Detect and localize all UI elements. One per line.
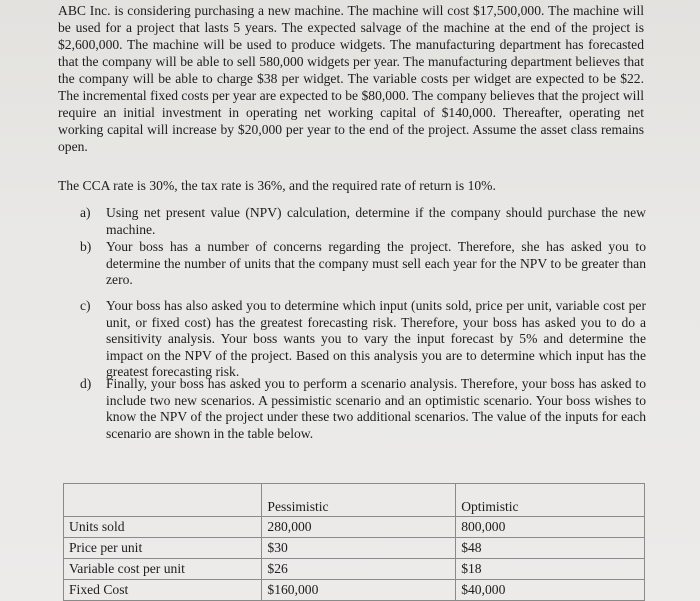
table-row xyxy=(64,559,645,580)
question-a xyxy=(80,205,646,238)
question-c xyxy=(80,298,646,381)
row-label: Fixed Cost xyxy=(64,580,262,601)
question-text: Using net present value (NPV) calculation, determine if the company should purchase the new machine. xyxy=(106,205,646,237)
question-text: Your boss has a number of concerns regarding the project. Therefore, she has asked you to determine the number of units that the company must sell each year for the NPV to be greater than zero. xyxy=(106,239,646,288)
intro-paragraph: ABC Inc. is considering purchasing a new machine. The machine will cost $17,500,000. The machine will be used for a project that lasts 5 years. The expected salvage of the machine at the end of the project is $2,600,000. The machine will be used to produce widgets. The manufacturing department has forecasted that the company will be able to sell 580,000 widgets per year. The manufacturing department believes that the company will be able to charge $38 per widget. The variable costs per widget are expected to be $22. The incremental fixed costs per year are expected to be $80,000. The company believes that the project will require an initial investment in operating net working capital of $140,000. Thereafter, operating net working capital will increase by $20,000 per year to the end of the project. Assume the asset class remains open. xyxy=(58,3,644,154)
row-label: Variable cost per unit xyxy=(64,559,262,580)
table-header-blank xyxy=(64,484,262,517)
table-row xyxy=(64,538,645,559)
question-letter: b) xyxy=(80,239,92,254)
optimistic-value: $40,000 xyxy=(456,580,645,601)
optimistic-value: 800,000 xyxy=(456,517,645,538)
table-row xyxy=(64,580,645,601)
optimistic-value: $18 xyxy=(456,559,645,580)
question-d xyxy=(80,376,646,442)
question-letter: d) xyxy=(80,376,92,391)
table-row xyxy=(64,517,645,538)
row-label: Price per unit xyxy=(64,538,262,559)
question-text: Your boss has also asked you to determine which input (units sold, price per unit, variable cost per unit, or fixed cost) has the greatest forecasting risk. Therefore, your boss has asked you to do a sensitivity analysis. Your boss wants you to vary the input forecast by 5% and determine the impact on the NPV of the project. Based on this analysis you are to determine which input has the greatest forecasting risk. xyxy=(106,298,646,380)
question-letter: a) xyxy=(80,205,91,220)
optimistic-value: $48 xyxy=(456,538,645,559)
question-letter: c) xyxy=(80,298,91,313)
table-header-row xyxy=(64,484,645,517)
pessimistic-value: $160,000 xyxy=(262,580,456,601)
table-header-pessimistic: Pessimistic xyxy=(262,484,456,517)
cca-rate-line: The CCA rate is 30%, the tax rate is 36%, and the required rate of return is 10%. xyxy=(58,178,496,193)
pessimistic-value: $30 xyxy=(262,538,456,559)
question-text: Finally, your boss has asked you to perform a scenario analysis. Therefore, your boss has asked to include two new scenarios. A pessimistic scenario and an optimistic scenario. Your boss wishes to know the NPV of the project under these two additional scenarios. The value of the inputs for each scenario are shown in the table below. xyxy=(106,376,646,441)
pessimistic-value: $26 xyxy=(262,559,456,580)
scenario-table xyxy=(63,483,645,601)
question-b xyxy=(80,239,646,289)
table-header-optimistic: Optimistic xyxy=(456,484,645,517)
pessimistic-value: 280,000 xyxy=(262,517,456,538)
row-label: Units sold xyxy=(64,517,262,538)
